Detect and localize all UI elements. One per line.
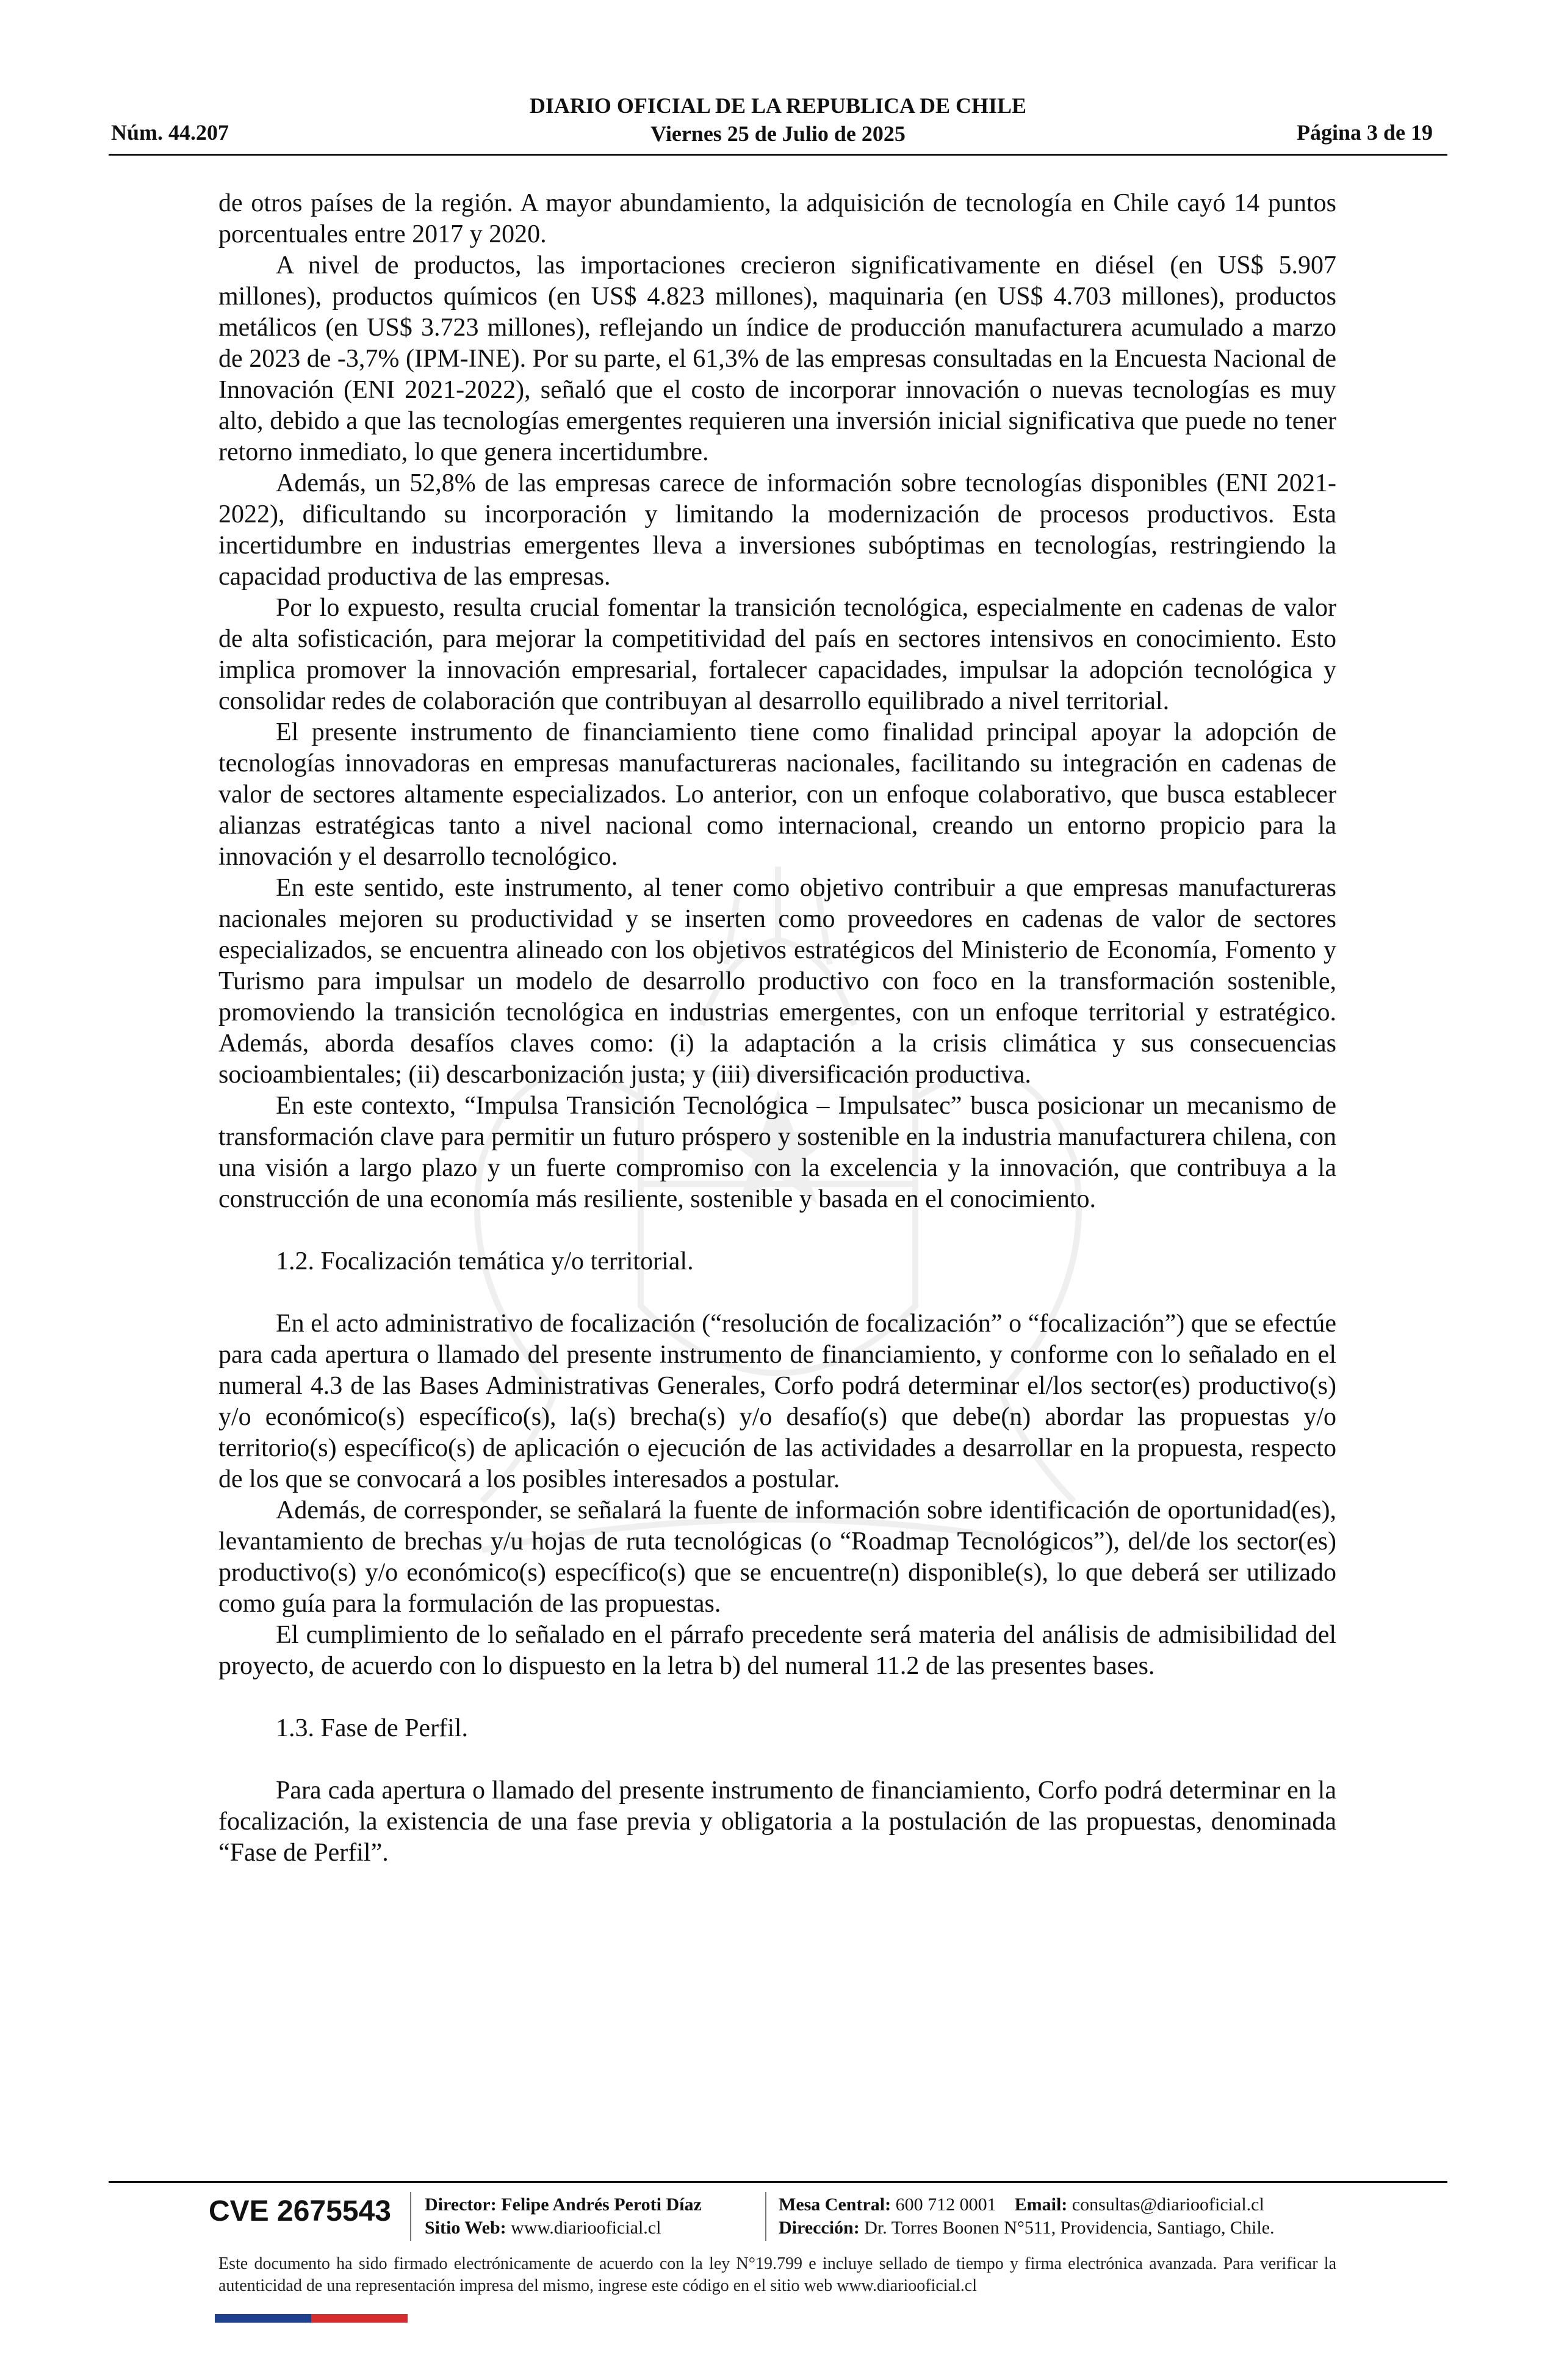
footer-publisher-info <box>425 2193 702 2240</box>
section-heading: 1.2. Focalización temática y/o territorial. <box>276 1247 694 1275</box>
director-label: Director: <box>425 2194 497 2215</box>
legal-notice: Este documento ha sido firmado electrónicamente de acuerdo con la ley N°19.799 e incluye sellado de tiempo y firma electrónica avanzada. Para verificar la autenticidad de una representación impresa del mismo, ingrese este código en el sitio web www.diariooficial.cl <box>218 2254 1336 2295</box>
footer-separator <box>765 2192 766 2241</box>
publication-title: DIARIO OFICIAL DE LA REPUBLICA DE CHILE <box>529 93 1027 118</box>
website-label: Sitio Web: <box>425 2218 506 2238</box>
cve-code: CVE 2675543 <box>209 2195 391 2227</box>
phone-number: 600 712 0001 <box>895 2194 996 2215</box>
paragraph: En el acto administrativo de focalización (“resolución de focalización” o “focalización”) que se efectúe para cada apertura o llamado del presente instrumento de financiamiento, y conforme con lo señalado en el numeral 4.3 de las Bases Administrativas Generales, Corfo podrá determinar el/los sector(es) productivo(s) y/o económico(s) específico(s), la(s) brecha(s) y/o desafío(s) que debe(n) abordar las propuestas y/o territorio(s) específico(s) de aplicación o ejecución de las actividades a desarrollar en la propuesta, respecto de los que se convocará a los posibles interesados a postular. <box>218 1310 1336 1493</box>
footer-separator <box>410 2192 411 2241</box>
paragraph: El cumplimiento de lo señalado en el párrafo precedente será materia del análisis de admisibilidad del proyecto, de acuerdo con lo dispuesto en la letra b) del numeral 11.2 de las presentes bases. <box>218 1621 1336 1680</box>
flag-stripe <box>215 2314 408 2323</box>
paragraph: El presente instrumento de financiamiento tiene como finalidad principal apoyar la adopción de tecnologías innovadoras en empresas manufactureras nacionales, facilitando su integración en cadenas de valor de sectores altamente especializados. Lo anterior, con un enfoque colaborativo, que busca establecer alianzas estratégicas tanto a nivel nacional como internacional, creando un entorno propicio para la innovación y el desarrollo tecnológico. <box>218 718 1336 871</box>
address-value: Dr. Torres Boonen N°511, Providencia, Santiago, Chile. <box>864 2218 1275 2238</box>
footer-contact-info <box>779 2193 1275 2240</box>
paragraph: Además, un 52,8% de las empresas carece de información sobre tecnologías disponibles (ENI 2021-2022), dificultando su incorporación y limitando la modernización de procesos productivos. Esta incertidumbre en industrias emergentes lleva a inversiones subóptimas en tecnologías, restringiendo la capacidad productiva de las empresas. <box>218 469 1336 591</box>
address-label: Dirección: <box>779 2218 860 2238</box>
issue-number: Núm. 44.207 <box>111 120 229 145</box>
website-link[interactable]: www.diariooficial.cl <box>511 2218 661 2238</box>
footer-divider <box>109 2181 1447 2183</box>
section-heading: 1.3. Fase de Perfil. <box>276 1714 468 1742</box>
paragraph: Además, de corresponder, se señalará la fuente de información sobre identificación de oportunidad(es), levantamiento de brechas y/u hojas de ruta tecnológicas (o “Roadmap Tecnológicos”), del/de los sector(es) productivo(s) y/o económico(s) específico(s) que se encuentre(n) disponible(s), lo que deberá ser utilizado como guía para la formulación de las propuestas. <box>218 1496 1336 1618</box>
page-indicator: Página 3 de 19 <box>1296 120 1433 145</box>
paragraph: En este contexto, “Impulsa Transición Tecnológica – Impulsatec” busca posicionar un mecanismo de transformación clave para permitir un futuro próspero y sostenible en la industria manufacturera chilena, con una visión a largo plazo y un fuerte compromiso con la excelencia y la innovación, que contribuya a la construcción de una economía más resiliente, sostenible y basada en el conocimiento. <box>218 1092 1336 1213</box>
email-label: Email: <box>1014 2194 1068 2215</box>
issue-date: Viernes 25 de Julio de 2025 <box>650 121 906 146</box>
paragraph: En este sentido, este instrumento, al tener como objetivo contribuir a que empresas manufactureras nacionales mejoren su productividad y se inserten como proveedores en cadenas de valor de sectores especializados, se encuentra alineado con los objetivos estratégicos del Ministerio de Economía, Fomento y Turismo para impulsar un modelo de desarrollo productivo con foco en la transformación sostenible, promoviendo la transición tecnológica en industrias emergentes, con un enfoque territorial y estratégico. Además, aborda desafíos claves como: (i) la adaptación a la crisis climática y sus consecuencias socioambientales; (ii) descarbonización justa; y (iii) diversificación productiva. <box>218 874 1336 1089</box>
director-name: Felipe Andrés Peroti Díaz <box>501 2194 702 2215</box>
flag-blue-segment <box>215 2314 311 2323</box>
paragraph: A nivel de productos, las importaciones crecieron significativamente en diésel (en US$ 5.907 millones), productos químicos (en US$ 4.823 millones), maquinaria (en US$ 4.703 millones), productos metálicos (en US$ 3.723 millones), reflejando un índice de producción manufacturera acumulado a marzo de 2023 de -3,7% (IPM-INE). Por su parte, el 61,3% de las empresas consultadas en la Encuesta Nacional de Innovación (ENI 2021-2022), señaló que el costo de incorporar innovación o nuevas tecnologías es muy alto, debido a que las tecnologías emergentes requieren una inversión inicial significativa que puede no tener retorno inmediato, lo que genera incertidumbre. <box>218 251 1336 466</box>
paragraph: de otros países de la región. A mayor abundamiento, la adquisición de tecnología en Chile cayó 14 puntos porcentuales entre 2017 y 2020. <box>218 189 1336 248</box>
article-body <box>218 188 1336 1869</box>
paragraph: Por lo expuesto, resulta crucial fomentar la transición tecnológica, especialmente en cadenas de valor de alta sofisticación, para mejorar la competitividad del país en sectores intensivos en conocimiento. Esto implica promover la innovación empresarial, fortalecer capacidades, impulsar la adopción tecnológica y consolidar redes de colaboración que contribuyan al desarrollo equilibrado a nivel territorial. <box>218 594 1336 715</box>
flag-red-segment <box>311 2314 408 2323</box>
email-link[interactable]: consultas@diariooficial.cl <box>1072 2194 1264 2215</box>
header-divider <box>109 154 1447 156</box>
phone-label: Mesa Central: <box>779 2194 891 2215</box>
paragraph: Para cada apertura o llamado del presente instrumento de financiamiento, Corfo podrá determinar en la focalización, la existencia de una fase previa y obligatoria a la postulación de las propuestas, denominada “Fase de Perfil”. <box>218 1776 1336 1867</box>
